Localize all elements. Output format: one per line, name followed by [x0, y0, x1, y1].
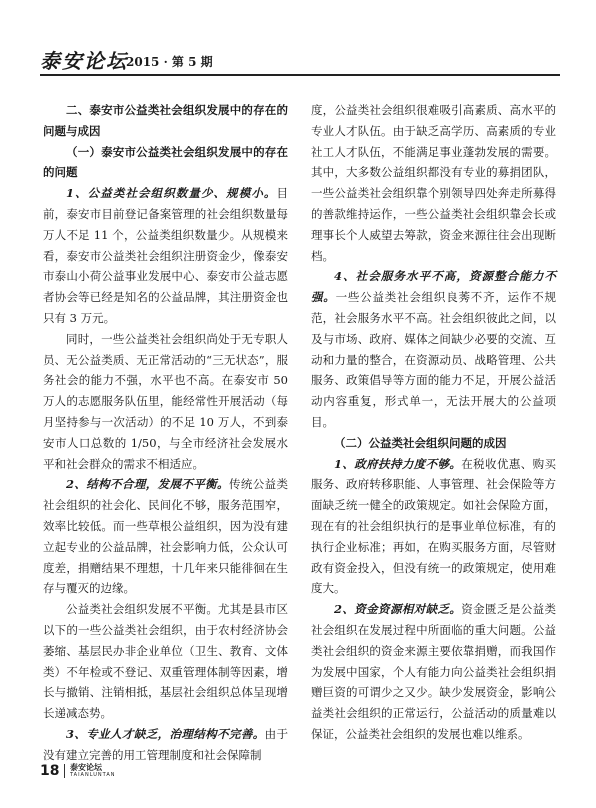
page-number: 18 — [40, 763, 60, 779]
paragraph — [43, 724, 288, 766]
paragraph — [43, 183, 288, 329]
paragraph — [311, 454, 556, 600]
paragraph-lead: 1、政府扶持力度不够。 — [334, 456, 462, 471]
paragraph-lead: 2、结构不合理，发展不平衡。 — [66, 477, 229, 492]
paragraph-text: 传统公益类社会组织的社会化、民间化不够，服务范围窄，效率比较低。而一些草根公益组织，因为没有建立起专业的公益品牌，社会影响力低，公众认可度差，捐赠结果不理想，十几年来只能徘徊在生存与覆灭的边缘。 — [43, 477, 288, 596]
section-title: 二、泰安市公益类社会组织发展中的存在的问题与成因 — [43, 103, 288, 138]
paragraph: 公益类社会组织发展不平衡。尤其是县市区以下的一些公益类社会组织，由于农村经济协会萎缩、基层民办非企业单位（卫生、教育、文体类）不年检或不登记、双重管理体制等因素，增长与撤销、注销相抵，基层社会组织总体呈现增长递减态势。 — [43, 602, 288, 721]
paragraph-text: 在税收优惠、购买服务、政府转移职能、人事管理、社会保险等方面缺乏统一健全的政策规定。如社会保险方面，现在有的社会组织执行的是事业单位标准，有的执行企业标准；再如，在购买服务方面，尽管财政有资金投入，但没有统一的政策规定，使用难度大。 — [311, 456, 556, 596]
paragraph: 同时，一些公益类社会组织尚处于无专职人员、无公益类质、无正常活动的“三无状态”，服务社会的能力不强，水平也不高。在泰安市 50 万人的志愿服务队伍里，能经常性开展活动（每月坚持参与一次活动）的不足 10 万人，不到泰安市人口总数的 1/50，与全市经济社会发展水平和社会群众的需求不相适应。 — [43, 331, 288, 471]
page-header — [40, 50, 560, 80]
paragraph-text: 资金匮乏是公益类社会组织在发展过程中所面临的重大问题。公益类社会组织的资金来源主要依靠捐赠，而我国作为发展中国家，个人有能力向公益类社会组织捐赠巨资的可谓少之又少。缺少发展资金，影响公益类社会组织的正常运行，公益活动的质量难以保证，公益类社会组织的发展也难以维系。 — [311, 602, 556, 741]
journal-issue: 2015 · 第 5 期 — [126, 55, 213, 69]
paragraph — [311, 266, 556, 432]
footer-journal-name: 泰安论坛 — [70, 762, 102, 772]
left-column — [43, 100, 288, 766]
footer-divider — [64, 764, 65, 778]
paragraph-lead: 4、社会服务水平不高，资源整合能力不强。 — [311, 269, 556, 305]
subsection-title-2: （二）公益类社会组织问题的成因 — [334, 435, 507, 450]
paragraph-lead: 2、资金资源相对缺乏。 — [334, 602, 462, 617]
journal-title: 泰安论坛 — [40, 49, 128, 73]
header-rule — [40, 74, 560, 76]
paragraph-lead: 1、公益类社会组织数量少、规模小。 — [66, 186, 277, 201]
footer-journal-latin: TAIANLUNTAN — [70, 772, 116, 778]
paragraph — [311, 599, 556, 745]
paragraph-text: 由于没有建立完善的用工管理制度和社会保障制 — [43, 726, 289, 762]
paragraph-text: 目前，泰安市目前登记备案管理的社会组织数量每万人不足 11 个，公益类组织数量少。从规模来看，泰安市公益类社会组织注册资金少，像泰安市泰山小荷公益事业发展中心、泰安市公益志愿者协会等已经是知名的公益品牌，其注册资金也只有 3 万元。 — [43, 186, 288, 325]
paragraph: 度，公益类社会组织很难吸引高素质、高水平的专业人才队伍。由于缺乏高学历、高素质的专业社工人才队伍，不能满足事业蓬勃发展的需要。其中，大多数公益组织都没有专业的募捐团队，一些公益类社会组织靠个别领导四处奔走所募得的善款维持运作，一些公益类社会组织靠会长或理事长个人威望去筹款，资金来源往往会出现断档。 — [311, 103, 556, 263]
paragraph — [43, 474, 288, 599]
right-column — [311, 100, 556, 745]
paragraph-lead: 3、专业人才缺乏，治理结构不完善。 — [66, 726, 265, 741]
page-footer — [40, 762, 560, 782]
subsection-title-1: （一）泰安市公益类社会组织发展中的存在的问题 — [43, 144, 288, 180]
paragraph-text: 一些公益类社会组织良莠不齐，运作不规范，社会服务水平不高。社会组织彼此之间，以及与市场、政府、媒体之间缺少必要的交流、互动和力量的整合，在资源动员、战略管理、公共服务、政策倡导等方面的能力不足，开展公益活动内容重复，形式单一，无法开展大的公益项目。 — [311, 290, 557, 429]
